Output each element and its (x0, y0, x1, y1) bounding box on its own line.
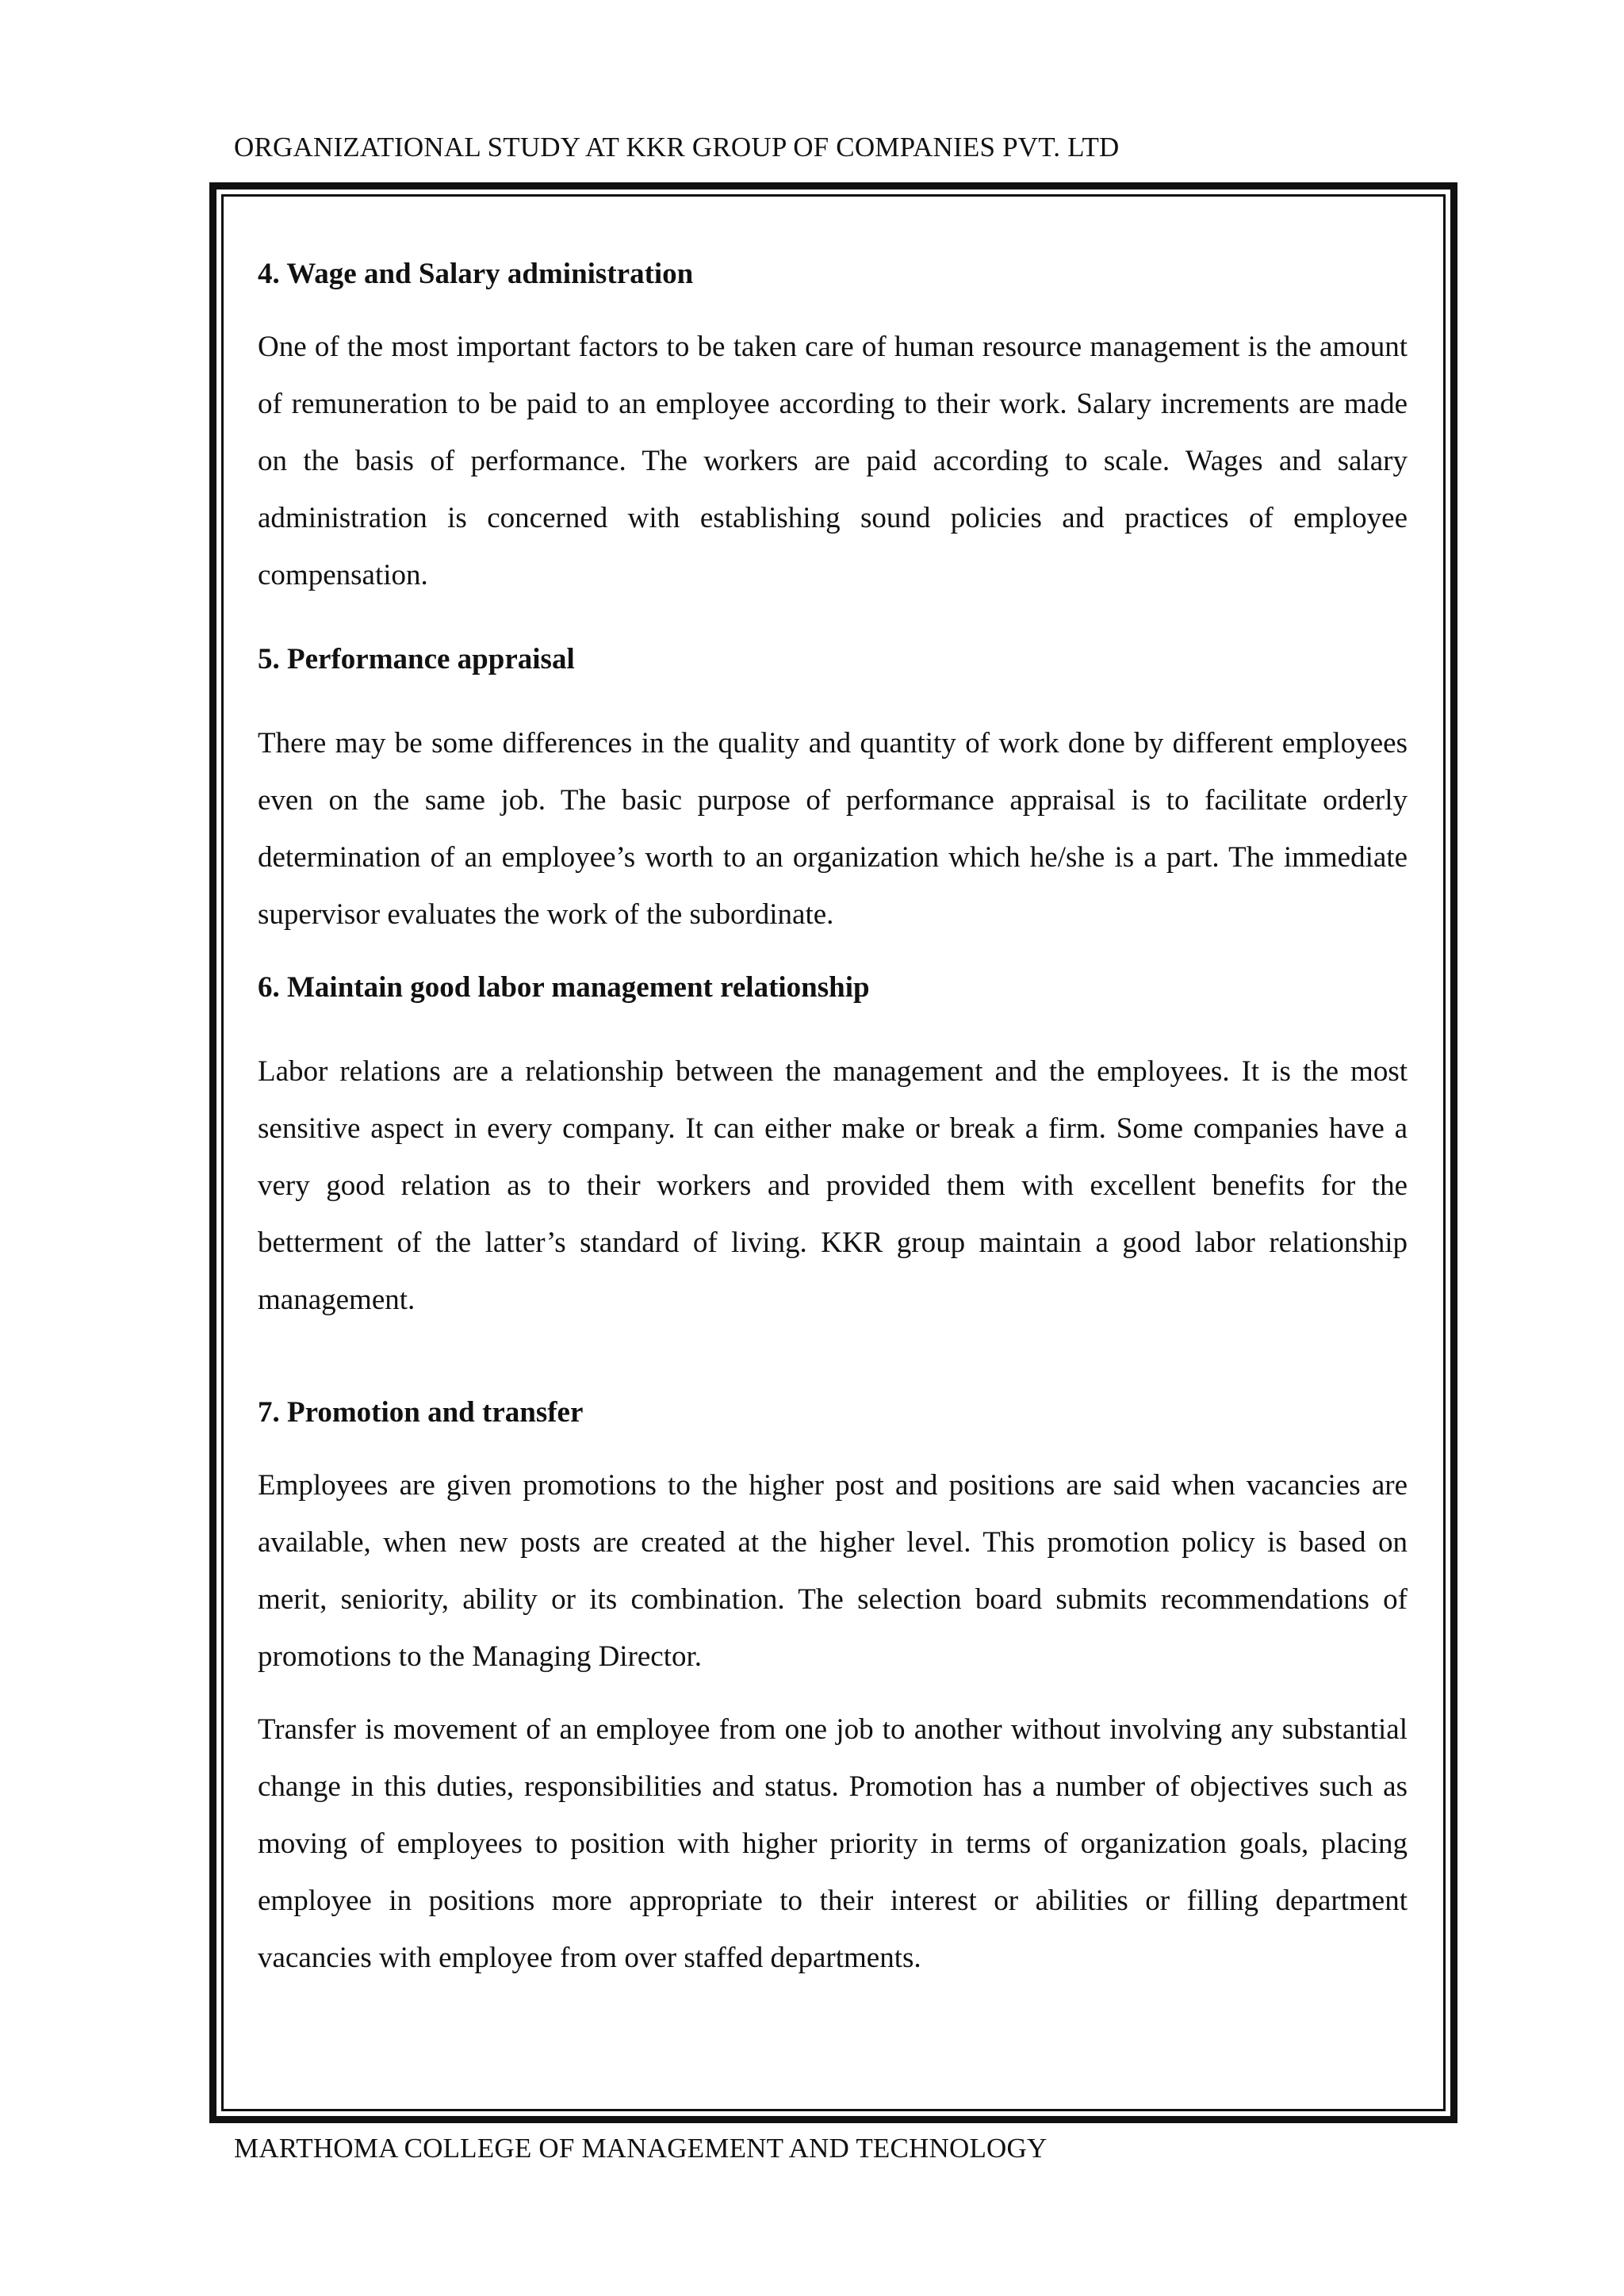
paragraph-labor-relations: Labor relations are a relationship between the management and the employees. It is the most sensitive aspect in every company. It can either make or break a firm. Some companies have a very good relation as to their workers and provided them with excellent benefits for the betterment of the latter’s standard of living. KKR group maintain a good labor relationship management. (258, 1055, 1408, 1316)
paragraph-transfer: Transfer is movement of an employee from one job to another without involving any substantial change in this duties, responsibilities and status. Promotion has a number of objectives such as moving of employees to position with higher priority in terms of organization goals, placing employee in positions more appropriate to their interest or abilities or filling department vacancies with employee from over staffed departments. (258, 1713, 1408, 1974)
paragraph-promotion: Employees are given promotions to the higher post and positions are said when vacancies are available, when new posts are created at the higher level. This promotion policy is based on merit, seniority, ability or its combination. The selection board submits recommendations of promotions to the Managing Director. (258, 1469, 1408, 1673)
section-heading-performance-appraisal: 5. Performance appraisal (258, 643, 575, 675)
section-heading-promotion-transfer: 7. Promotion and transfer (258, 1396, 584, 1429)
page-content (258, 246, 1408, 1987)
page-footer: MARTHOMA COLLEGE OF MANAGEMENT AND TECHNOLOGY (234, 2133, 1048, 2164)
section-heading-labor-relations: 6. Maintain good labor management relationship (258, 971, 870, 1004)
page-header: ORGANIZATIONAL STUDY AT KKR GROUP OF COMPANIES PVT. LTD (234, 132, 1120, 163)
paragraph-wage-salary: One of the most important factors to be taken care of human resource management is the amount of remuneration to be paid to an employee according to their work. Salary increments are made on the basis of performance. The workers are paid according to scale. Wages and salary administration is concerned with establishing sound policies and practices of employee compensation. (258, 331, 1408, 591)
paragraph-performance-appraisal: There may be some differences in the quality and quantity of work done by different employees even on the same job. The basic purpose of performance appraisal is to facilitate orderly determination of an employee’s worth to an organization which he/she is a part. The immediate supervisor evaluates the work of the subordinate. (258, 727, 1408, 931)
section-heading-wage-salary: 4. Wage and Salary administration (258, 258, 694, 290)
